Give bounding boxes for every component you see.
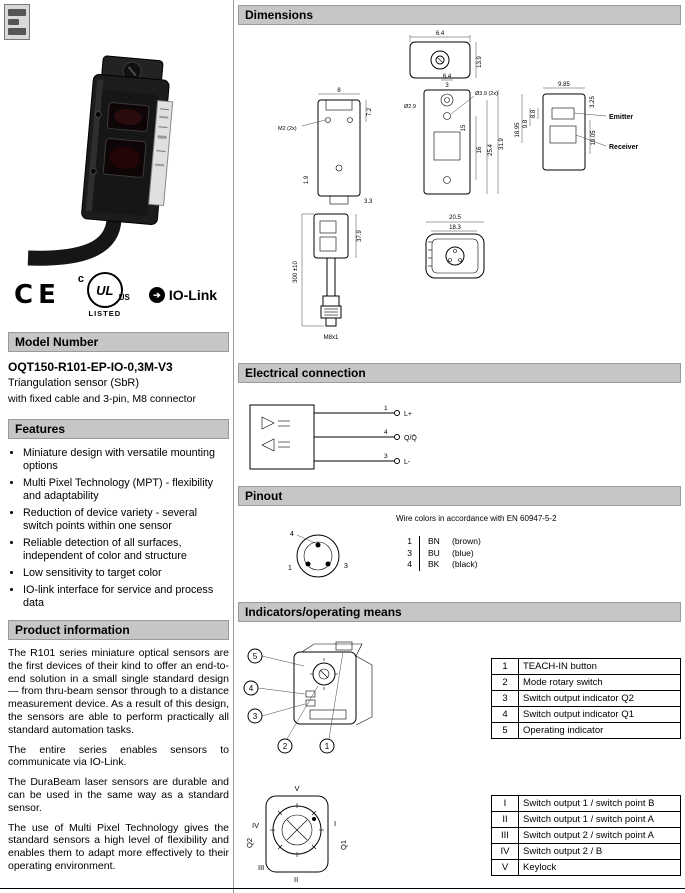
table-row: 4 Switch output indicator Q1: [492, 707, 681, 723]
product-info-paragraph: The R101 series miniature optical sensors are the first devices of their kind to offer an end-to-end solution in a small single standard design — from thru-beam sensor through to a distance measurement device. As a result of this design, the sensors are able to perform practically all standard automation tasks.: [8, 647, 229, 736]
rotary-switch-positions-table: [491, 795, 681, 876]
feature-item: • Multi Pixel Technology (MPT) - flexibility and adaptability: [23, 477, 229, 503]
dimension-profile-view: [404, 74, 505, 194]
section-header-features: Features: [8, 419, 229, 439]
table-row: III Switch output 2 / switch point A: [492, 828, 681, 844]
dimensions-drawing: [238, 28, 683, 346]
callout-1: 1: [324, 742, 330, 751]
model-number: OQT150-R101-EP-IO-0,3M-V3: [8, 360, 173, 374]
pin-3-label: 3: [344, 563, 348, 570]
svg-text:19.05: 19.05: [591, 130, 597, 146]
pinout-content: [238, 512, 683, 594]
callout-5: 5: [252, 652, 258, 661]
svg-text:6.4: 6.4: [435, 31, 445, 37]
emitter-label: Emitter: [609, 114, 634, 121]
sensor-cable: [28, 220, 114, 258]
table-row: 5 Operating indicator: [492, 723, 681, 739]
indicator-tables: [491, 630, 681, 892]
product-info-paragraph: The entire series enables sensors to communicate via IO-Link.: [8, 743, 229, 769]
svg-text:Ø3.9 (2x): Ø3.9 (2x): [475, 91, 498, 97]
pin-4-label: 4: [290, 531, 294, 538]
dial-label-i: I: [334, 819, 337, 828]
svg-text:1.9: 1.9: [304, 175, 310, 185]
model-description: with fixed cable and 3-pin, M8 connector: [8, 393, 196, 405]
indicators-content: [238, 630, 683, 892]
svg-text:8.8: 8.8: [531, 109, 537, 119]
callout-4: 4: [248, 684, 254, 693]
callout-2: 2: [282, 742, 288, 751]
svg-text:M8x1: M8x1: [323, 335, 339, 341]
svg-text:9.8: 9.8: [523, 119, 529, 129]
dimension-cable-view: [293, 214, 363, 341]
indicator-callout-drawing: [244, 642, 372, 753]
indicators-drawing: [238, 630, 488, 892]
pin-row: 3 BU (blue): [407, 547, 474, 558]
dial-label-ii: II: [294, 875, 299, 884]
svg-text:31.9: 31.9: [499, 138, 505, 150]
dimension-connector-view: [426, 215, 484, 278]
section-header-dimensions: Dimensions: [238, 5, 681, 25]
dial-label-v: V: [294, 784, 300, 793]
svg-text:8: 8: [337, 88, 341, 94]
table-row: 3 Switch output indicator Q2: [492, 691, 681, 707]
svg-text:13.9: 13.9: [477, 56, 483, 68]
lminus-label: L-: [404, 459, 411, 466]
product-photo: [26, 22, 211, 267]
svg-text:6.4: 6.4: [442, 74, 452, 80]
io-link-icon: ➔: [149, 287, 165, 303]
svg-text:M2 (2x): M2 (2x): [278, 126, 297, 132]
svg-text:Ø2.9: Ø2.9: [404, 104, 416, 110]
receiver-label: Receiver: [609, 144, 639, 151]
feature-item: • Low sensitivity to target color: [23, 567, 229, 580]
dimension-front-view: [278, 88, 373, 205]
dimension-emitter-receiver-view: [515, 82, 638, 170]
section-header-electrical-connection: Electrical connection: [238, 363, 681, 383]
dial-label-iii: III: [258, 863, 265, 872]
table-row: I Switch output 1 / switch point B: [492, 796, 681, 812]
pin-row: 4 BK (black): [407, 559, 478, 569]
svg-text:7.2: 7.2: [367, 107, 373, 117]
table-row: V Keylock: [492, 860, 681, 876]
dimension-top-view: [410, 31, 483, 78]
svg-text:3: 3: [445, 83, 449, 89]
svg-text:18.95: 18.95: [515, 122, 521, 138]
product-info-paragraph: The DuraBeam laser sensors are durable and can be used in the same way as a standard sensor.: [8, 776, 229, 814]
table-row: II Switch output 1 / switch point A: [492, 812, 681, 828]
svg-text:37.9: 37.9: [357, 230, 363, 242]
callout-3: 3: [252, 712, 258, 721]
feature-item: • IO-link interface for service and process data: [23, 584, 229, 610]
q-output-label: Q/Q̄: [404, 435, 417, 442]
sensor-body: [81, 55, 176, 225]
feature-item: • Reduction of device variety - several switch points within one sensor: [23, 507, 229, 533]
section-header-indicators: Indicators/operating means: [238, 602, 681, 622]
section-header-pinout: Pinout: [238, 486, 681, 506]
pin-wire-table: [400, 536, 481, 571]
right-column: [234, 0, 685, 893]
svg-text:9.85: 9.85: [558, 82, 570, 88]
svg-text:15: 15: [461, 124, 467, 132]
pin-row: 1 BN (brown): [407, 536, 481, 546]
svg-text:18.3: 18.3: [449, 225, 461, 231]
rotary-dial-drawing: [245, 784, 348, 884]
features-list: [8, 447, 229, 610]
ce-mark-icon: CE: [14, 280, 61, 310]
pin-1-label: 1: [288, 565, 292, 572]
section-header-model-number: Model Number: [8, 332, 229, 352]
certification-row: [14, 272, 222, 318]
svg-text:3.25: 3.25: [590, 96, 596, 108]
svg-text:4: 4: [384, 429, 388, 436]
svg-text:16: 16: [477, 146, 483, 154]
left-column-body: [8, 332, 229, 873]
svg-text:1: 1: [384, 405, 388, 412]
table-row: IV Switch output 2 / B: [492, 844, 681, 860]
model-type: Triangulation sensor (SbR): [8, 377, 140, 389]
table-row: 2 Mode rotary switch: [492, 675, 681, 691]
svg-text:25.4: 25.4: [488, 144, 494, 156]
feature-item: • Reliable detection of all surfaces, independent of color and structure: [23, 537, 229, 563]
product-info-paragraph: The use of Multi Pixel Technology gives the standard sensors a high level of flexibility and enables them to adapt more effectively to their operating environment.: [8, 821, 229, 872]
ul-listed-icon: c UL US LISTED: [77, 273, 130, 318]
electrical-connection-diagram: [244, 393, 464, 479]
section-header-product-information: Product information: [8, 620, 229, 640]
operating-elements-table: [491, 658, 681, 739]
wire-color-note: Wire colors in accordance with EN 60947-5-2: [396, 514, 557, 523]
lplus-label: L+: [404, 411, 412, 418]
io-link-logo: [149, 287, 217, 303]
svg-text:300 ±10: 300 ±10: [293, 261, 299, 283]
svg-text:3.3: 3.3: [364, 199, 373, 205]
dial-label-q1: Q1: [339, 839, 348, 850]
table-row: 1 TEACH-IN button: [492, 659, 681, 675]
svg-text:20.5: 20.5: [449, 215, 461, 221]
io-link-label: IO-Link: [168, 287, 218, 303]
feature-item: • Miniature design with versatile mounting options: [23, 447, 229, 473]
dial-label-q2: Q2: [245, 837, 254, 848]
m8-connector-drawing: [284, 524, 354, 586]
svg-text:3: 3: [384, 453, 388, 460]
dial-label-iv: IV: [252, 821, 260, 830]
